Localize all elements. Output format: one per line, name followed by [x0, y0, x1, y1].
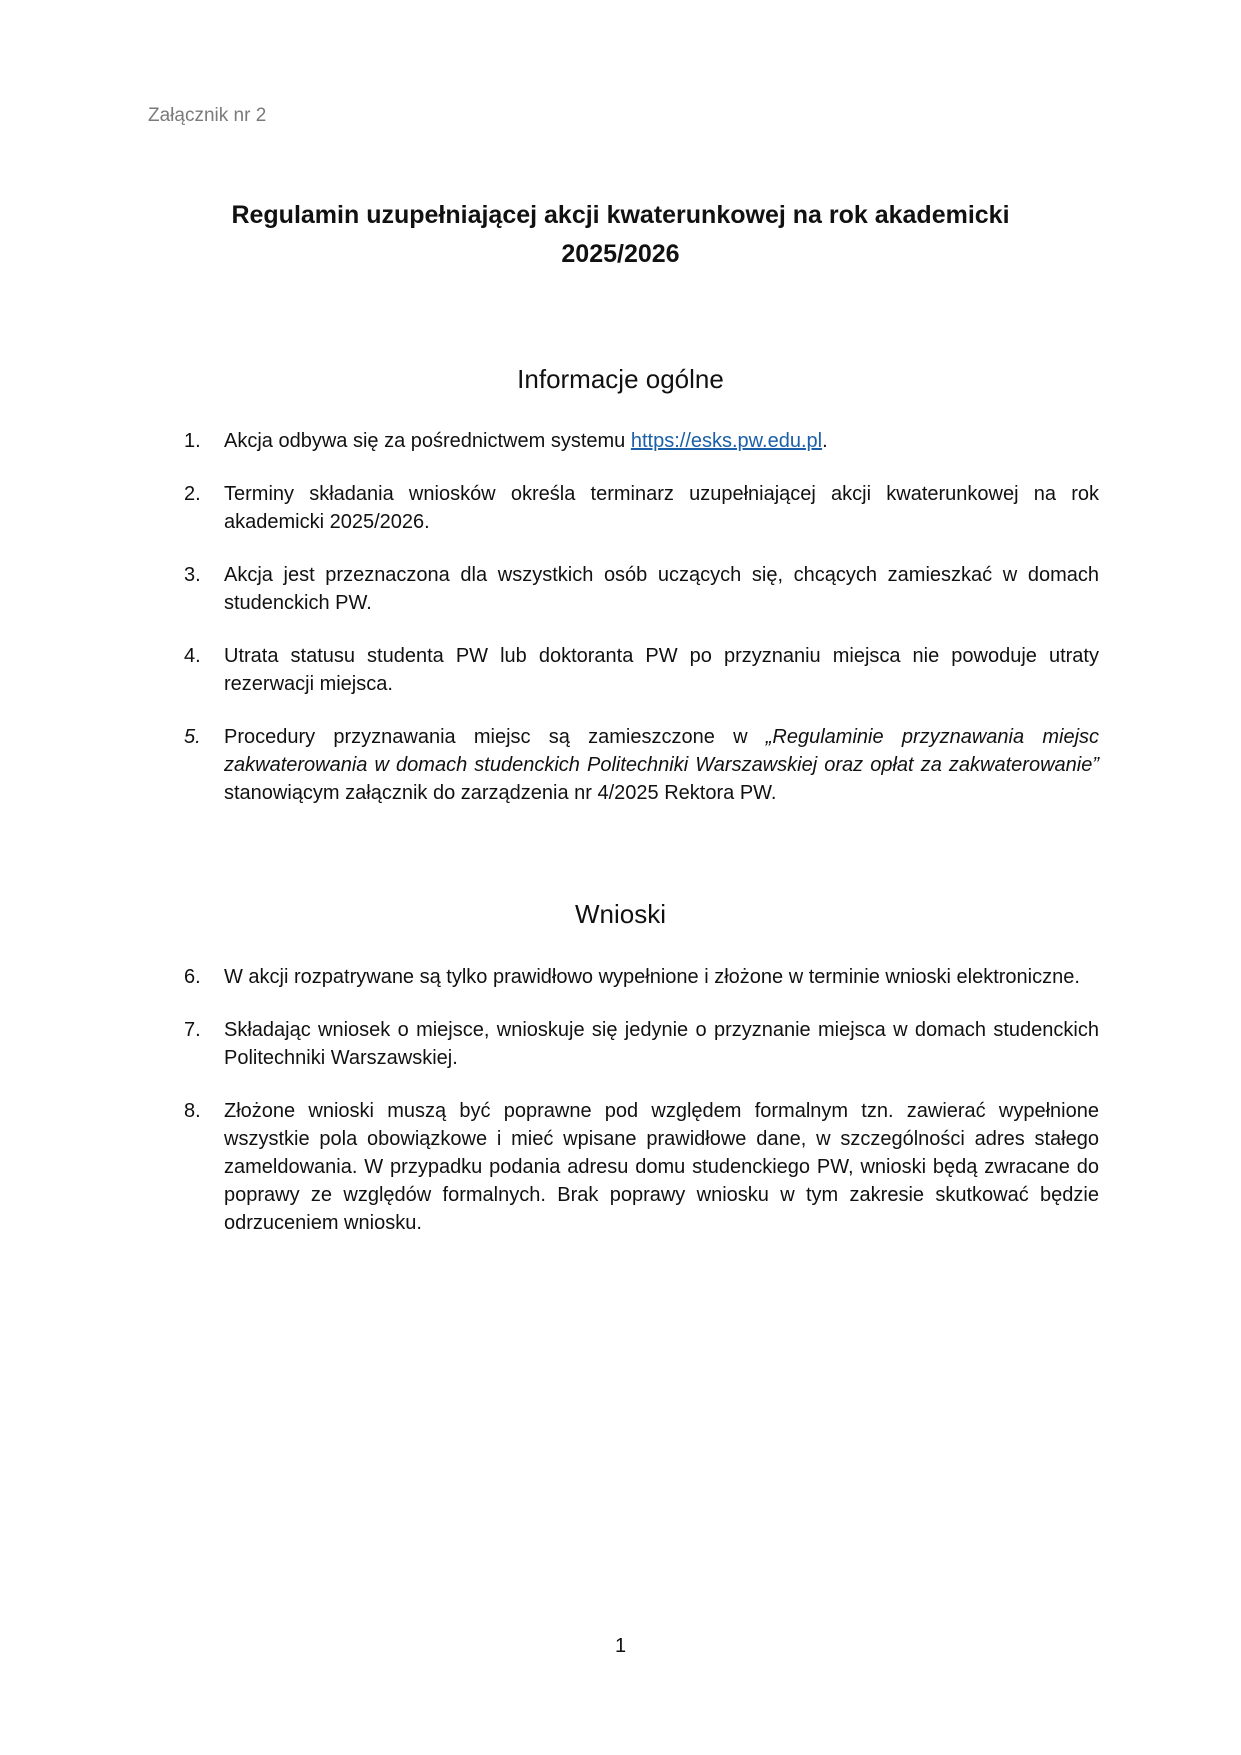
- list-item-text: Złożone wnioski muszą być poprawne pod względem formalnym tzn. zawierać wypełnione wszystkie pola obowiązkowe i mieć wpisane prawidłowe dane, w szczególności adres stałego zameldowania. W przypadku podania adresu domu studenckiego PW, wnioski będą zwracane do poprawy ze względów formalnych. Brak poprawy wniosku w tym zakresie skutkować będzie odrzuceniem wniosku.: [224, 1100, 1099, 1234]
- list-item-text: Akcja jest przeznaczona dla wszystkich osób uczących się, chcących zamieszkać w domach studenckich PW.: [224, 564, 1099, 614]
- section-heading-applications: Wnioski: [574, 899, 666, 929]
- list-item-number: 4.: [184, 645, 201, 667]
- list-item: [160, 480, 1099, 536]
- document-title: [160, 196, 1081, 274]
- list-item-text-end: .: [822, 430, 828, 452]
- list-item-text: Procedury przyznawania miejsc są zamieszczone w: [224, 726, 766, 748]
- applications-list: [160, 963, 1099, 1262]
- list-item-text: Utrata statusu studenta PW lub doktoranta PW po przyznaniu miejsca nie powoduje utraty rezerwacji miejsca.: [224, 645, 1099, 695]
- list-item-number: 8.: [184, 1100, 201, 1122]
- list-item-number: 1.: [184, 430, 201, 452]
- list-item-text: Terminy składania wniosków określa terminarz uzupełniającej akcji kwaterunkowej na rok akademicki 2025/2026.: [224, 483, 1099, 533]
- list-item: [160, 561, 1099, 617]
- section-heading-general-information: Informacje ogólne: [517, 364, 724, 394]
- list-item-text: W akcji rozpatrywane są tylko prawidłowo wypełnione i złożone w terminie wnioski elektroniczne.: [224, 966, 1080, 988]
- list-item-text-end: stanowiącym załącznik do zarządzenia nr 4/2025 Rektora PW.: [224, 782, 777, 804]
- list-item: [160, 1097, 1099, 1237]
- document-title-line-1: Regulamin uzupełniającej akcji kwaterunkowej na rok akademicki: [231, 201, 1010, 229]
- list-item-number: 6.: [184, 966, 201, 988]
- general-information-list: [160, 427, 1099, 832]
- list-item: [160, 1016, 1099, 1072]
- list-item-number: 3.: [184, 564, 201, 586]
- list-item: [160, 642, 1099, 698]
- document-title-line-2: 2025/2026: [561, 240, 680, 268]
- list-item: [160, 427, 1099, 455]
- list-item: [160, 723, 1099, 807]
- list-item: [160, 963, 1099, 991]
- list-item-text: Składając wniosek o miejsce, wnioskuje się jedynie o przyznanie miejsca w domach studenckich Politechniki Warszawskiej.: [224, 1019, 1099, 1069]
- regulation-title-italic: „Regulaminie przyznawania miejsc zakwaterowania w domach studenckich Politechniki Warszawskiej oraz opłat za zakwaterowanie”: [224, 726, 1100, 776]
- esks-system-link[interactable]: https://esks.pw.edu.pl: [630, 430, 823, 452]
- list-item-number: 5.: [184, 726, 201, 748]
- list-item-number: 2.: [184, 483, 201, 505]
- page-number: 1: [614, 1635, 627, 1657]
- list-item-text: Akcja odbywa się za pośrednictwem systemu: [224, 430, 631, 452]
- attachment-label: Załącznik nr 2: [148, 105, 267, 126]
- list-item-number: 7.: [184, 1019, 201, 1041]
